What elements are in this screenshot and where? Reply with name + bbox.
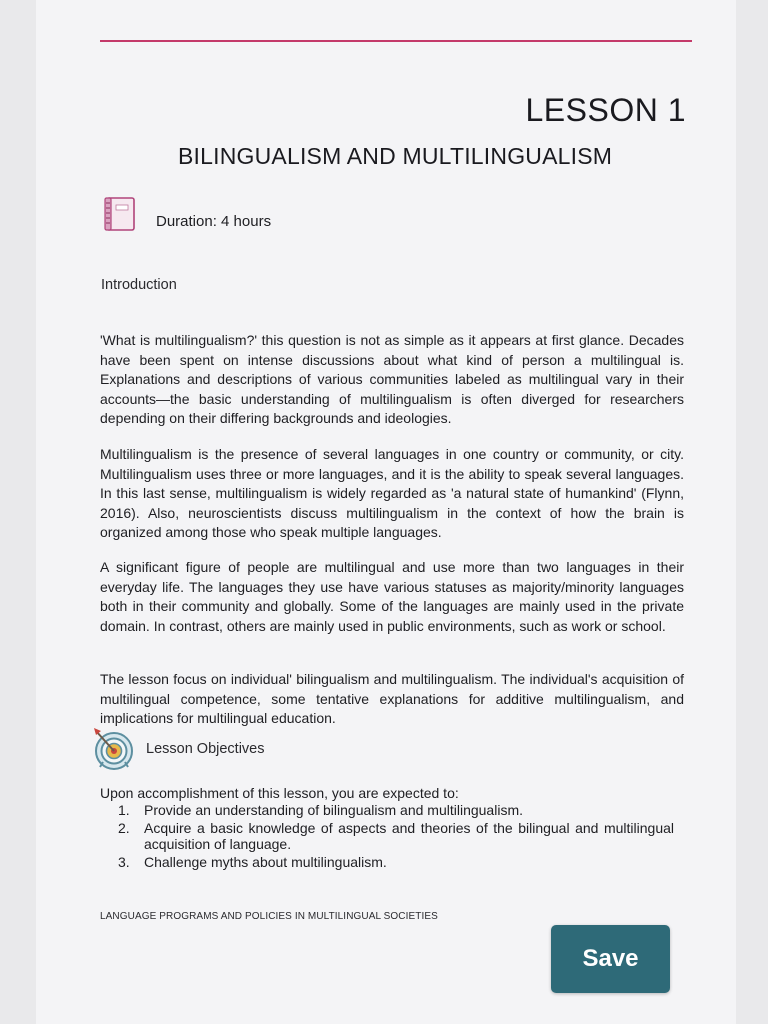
save-button[interactable]: Save xyxy=(551,925,670,993)
lesson-number: LESSON 1 xyxy=(525,92,686,128)
introduction-heading: Introduction xyxy=(101,277,177,293)
objectives-intro: Upon accomplishment of this lesson, you are expected to: xyxy=(100,785,459,801)
list-item xyxy=(118,820,674,852)
objectives-row xyxy=(90,726,264,772)
book-icon xyxy=(102,196,138,232)
list-item-number: 1. xyxy=(118,802,130,818)
page-footer: LANGUAGE PROGRAMS AND POLICIES IN MULTILINGUAL SOCIETIES xyxy=(100,911,438,922)
target-icon xyxy=(90,726,136,772)
header-rule xyxy=(100,40,692,42)
list-item-number: 3. xyxy=(118,854,130,870)
duration-label: Duration: 4 hours xyxy=(156,213,272,230)
list-item xyxy=(118,854,674,870)
introduction-paragraph: A significant figure of people are multilingual and use more than two languages in their everyday life. The languages they use have various statuses as majority/minority languages both in their community and globally. Some of the languages are mainly used in the private domain. In contrast, others are mainly used in public environments, such as work or school. xyxy=(100,559,684,634)
list-item-number: 2. xyxy=(118,820,130,836)
list-item-text: Acquire a basic knowledge of aspects and theories of the bilingual and multilingual acquisition of language. xyxy=(144,820,674,852)
introduction-paragraph: Multilingualism is the presence of several languages in one country or community, or city. Multilingualism uses three or more languages, and it is the ability to speak several languages. In this last sense, multilingualism is widely regarded as 'a natural state of humankind' (Flynn, 2016). Also, neuroscientists discuss multilingualism in the context of how the brain is organized among those who speak multiple languages. xyxy=(100,446,684,540)
list-item-text: Provide an understanding of bilingualism and multilingualism. xyxy=(144,802,523,818)
introduction-paragraph: The lesson focus on individual' bilingualism and multilingualism. The individual's acquisition of multilingual competence, some tentative explanations for additive multilingualism, and implications for multilingual education. xyxy=(100,671,684,726)
objectives-list xyxy=(118,802,674,872)
list-item-text: Challenge myths about multilingualism. xyxy=(144,854,387,870)
duration-row xyxy=(102,196,271,232)
list-item xyxy=(118,802,674,818)
introduction-paragraph: 'What is multilingualism?' this question is not as simple as it appears at first glance. Decades have been spent on intense discussions about what kind of person a multilingual is. Explanations and descriptions of various communities labeled as multilingual vary in their accounts—the basic understanding of multilingualism is often diverged for researchers depending on their differing backgrounds and ideologies. xyxy=(100,332,684,426)
lesson-title: BILINGUALISM AND MULTILINGUALISM xyxy=(178,143,613,169)
objectives-heading: Lesson Objectives xyxy=(146,741,265,757)
